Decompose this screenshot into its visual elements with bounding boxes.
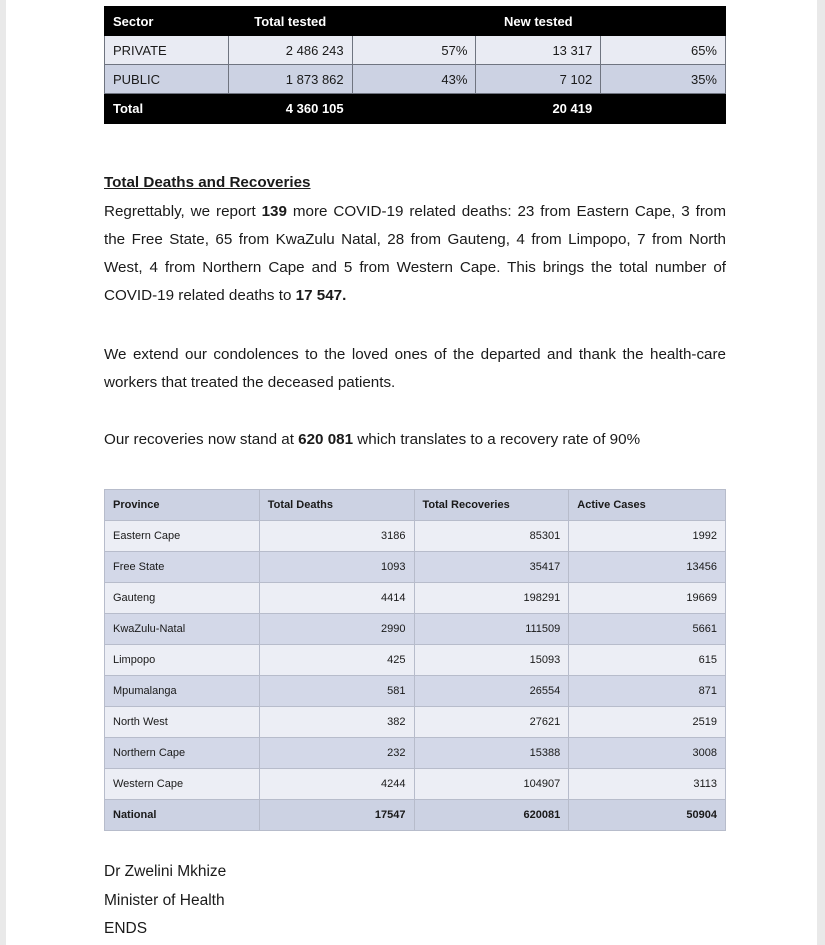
recoveries-count: 620 081	[298, 431, 354, 448]
province-active: 1992	[569, 521, 726, 552]
sector-new-tested-sum: 20 419	[476, 94, 601, 124]
sector-total-blank-1	[352, 94, 476, 124]
province-table	[104, 489, 726, 831]
sector-total-tested: 2 486 243	[228, 36, 352, 65]
signature-block	[104, 858, 226, 944]
sector-header-new-tested: New tested	[476, 7, 601, 36]
province-name: Western Cape	[105, 769, 260, 800]
province-active: 5661	[569, 614, 726, 645]
province-active: 3008	[569, 738, 726, 769]
province-name: Northern Cape	[105, 738, 260, 769]
province-deaths: 232	[259, 738, 414, 769]
table-row	[105, 65, 726, 94]
deaths-paragraph	[104, 198, 726, 310]
deaths-text-prefix: Regrettably, we report	[104, 203, 262, 220]
province-deaths: 382	[259, 707, 414, 738]
province-recoveries: 198291	[414, 583, 569, 614]
table-row	[105, 707, 726, 738]
signatory-name: Dr Zwelini Mkhize	[104, 863, 227, 880]
total-deaths-count: 17 547.	[295, 287, 347, 304]
sector-new-share: 65%	[601, 36, 726, 65]
section-heading: Total Deaths and Recoveries	[104, 174, 311, 191]
province-name: Free State	[105, 552, 260, 583]
province-recoveries: 85301	[414, 521, 569, 552]
province-name: Mpumalanga	[105, 676, 260, 707]
table-row	[105, 583, 726, 614]
province-active: 2519	[569, 707, 726, 738]
province-deaths: 4244	[259, 769, 414, 800]
sector-header-blank-2	[601, 7, 726, 36]
national-deaths: 17547	[259, 800, 414, 831]
province-active: 3113	[569, 769, 726, 800]
table-row	[105, 614, 726, 645]
total-deaths-header: Total Deaths	[259, 490, 414, 521]
sector-new-tested: 13 317	[476, 36, 601, 65]
province-name: KwaZulu-Natal	[105, 614, 260, 645]
sector-total-share: 57%	[352, 36, 476, 65]
document-page	[6, 0, 817, 945]
deaths-heading	[104, 169, 726, 197]
national-label: National	[105, 800, 260, 831]
signatory-title: Minister of Health	[104, 891, 225, 909]
sector-new-tested: 7 102	[476, 65, 601, 94]
table-row	[105, 521, 726, 552]
province-recoveries: 26554	[414, 676, 569, 707]
sector-total-row	[105, 94, 726, 124]
condolences-paragraph: We extend our condolences to the loved ones of the departed and thank the health-care workers that treated the deceased patients.	[104, 346, 726, 391]
province-deaths: 4414	[259, 583, 414, 614]
province-table-header-row	[105, 490, 726, 521]
province-deaths: 3186	[259, 521, 414, 552]
province-name: Eastern Cape	[105, 521, 260, 552]
province-deaths: 1093	[259, 552, 414, 583]
province-recoveries: 15093	[414, 645, 569, 676]
province-recoveries: 104907	[414, 769, 569, 800]
province-deaths: 2990	[259, 614, 414, 645]
province-recoveries: 111509	[414, 614, 569, 645]
province-name: Gauteng	[105, 583, 260, 614]
recoveries-text-prefix: Our recoveries now stand at	[104, 431, 299, 448]
sector-testing-table	[104, 6, 726, 124]
ends-marker: ENDS	[104, 920, 148, 937]
province-active: 615	[569, 645, 726, 676]
table-row	[105, 738, 726, 769]
table-row	[105, 645, 726, 676]
table-row	[105, 36, 726, 65]
province-recoveries: 27621	[414, 707, 569, 738]
sector-name: PRIVATE	[105, 36, 229, 65]
sector-header-sector: Sector	[105, 7, 229, 36]
sector-total-share: 43%	[352, 65, 476, 94]
recoveries-paragraph	[104, 426, 726, 454]
province-header: Province	[105, 490, 260, 521]
sector-total-label: Total	[105, 94, 229, 124]
sector-new-share: 35%	[601, 65, 726, 94]
province-active: 19669	[569, 583, 726, 614]
province-active: 13456	[569, 552, 726, 583]
province-active: 871	[569, 676, 726, 707]
national-recoveries: 620081	[414, 800, 569, 831]
sector-name: PUBLIC	[105, 65, 229, 94]
sector-total-blank-2	[601, 94, 726, 124]
table-row	[105, 769, 726, 800]
province-name: North West	[105, 707, 260, 738]
national-total-row	[105, 800, 726, 831]
province-recoveries: 15388	[414, 738, 569, 769]
province-recoveries: 35417	[414, 552, 569, 583]
table-row	[105, 676, 726, 707]
table-row	[105, 552, 726, 583]
deaths-text-middle: more COVID-19 related deaths: 23 from Eastern Cape, 3 from the Free State, 65 from KwaZulu Natal, 28 from Gauteng, 4 from Limpopo, 7 from North West, 4 from Northern Cape and 5 from Western Cape. This brings the total number of COVID-19 related deaths to	[104, 203, 726, 304]
sector-table-header-row	[105, 7, 726, 36]
active-cases-header: Active Cases	[569, 490, 726, 521]
sector-header-total-tested: Total tested	[228, 7, 352, 36]
national-active: 50904	[569, 800, 726, 831]
new-deaths-count: 139	[261, 203, 287, 220]
province-deaths: 581	[259, 676, 414, 707]
recoveries-text-suffix: which translates to a recovery rate of 90%	[353, 431, 641, 448]
total-recoveries-header: Total Recoveries	[414, 490, 569, 521]
sector-total-tested: 1 873 862	[228, 65, 352, 94]
sector-header-blank-1	[352, 7, 476, 36]
province-deaths: 425	[259, 645, 414, 676]
sector-total-tested-sum: 4 360 105	[228, 94, 352, 124]
province-name: Limpopo	[105, 645, 260, 676]
